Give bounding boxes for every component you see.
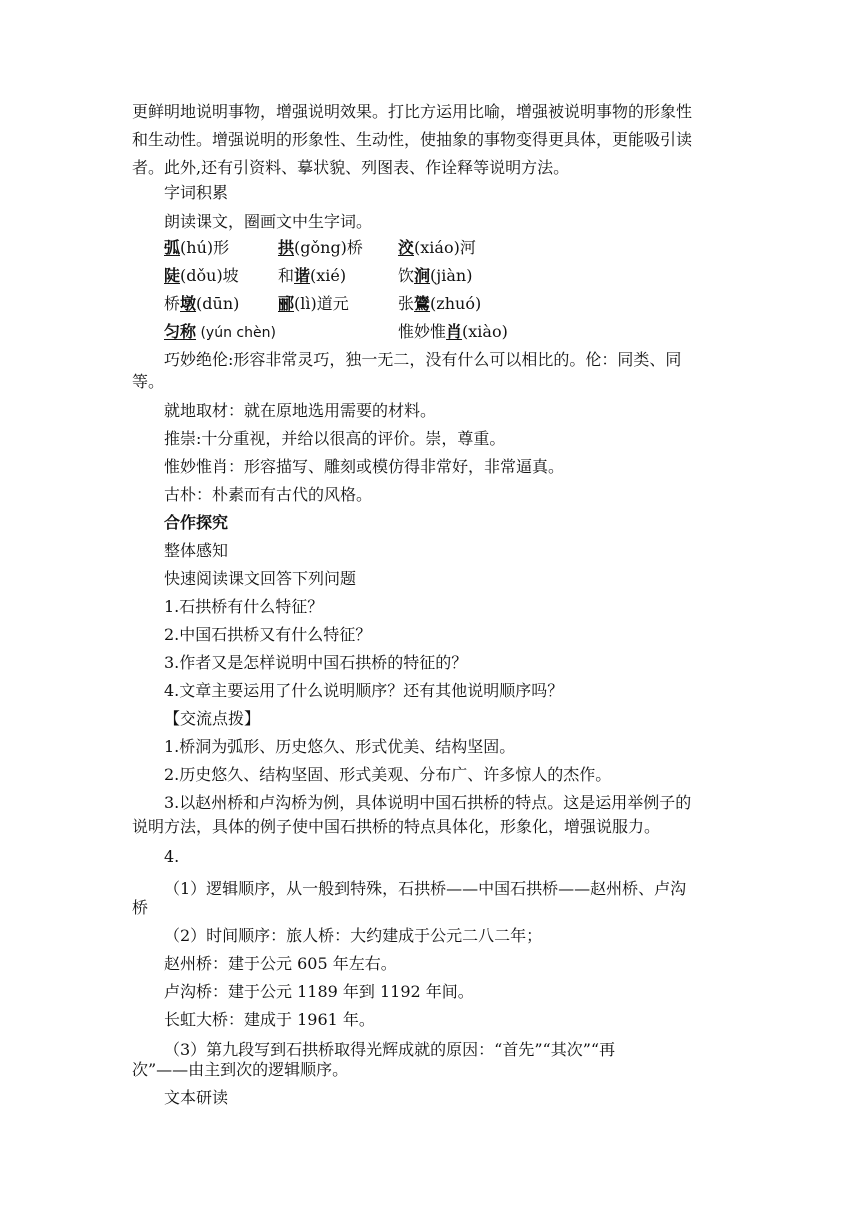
vocab-word: 陡(dǒu)坡: [164, 266, 239, 285]
vocab-word: 弧(hú)形: [164, 238, 230, 257]
answer: 3.以赵州桥和卢沟桥为例，具体说明中国石拱桥的特点。这是运用举例子的: [164, 793, 692, 812]
sub-heading: 整体感知: [164, 541, 229, 560]
answer: 次”——由主到次的逻辑顺序。: [132, 1060, 349, 1079]
answer: （1）逻辑顺序，从一般到特殊，石拱桥——中国石拱桥——赵州桥、卢沟: [164, 879, 687, 898]
question: 4.文章主要运用了什么说明顺序？还有其他说明顺序吗？: [164, 681, 564, 700]
task-text: 快速阅读课文回答下列问题: [164, 569, 357, 588]
answer: 1.桥洞为弧形、历史悠久、形式优美、结构坚固。: [164, 737, 516, 756]
definition: 巧妙绝伦:形容非常灵巧，独一无二，没有什么可以相比的。伦：同类、同: [164, 350, 682, 369]
question: 2.中国石拱桥又有什么特征？: [164, 625, 372, 644]
definition: 古朴：朴素而有古代的风格。: [164, 485, 373, 504]
vocab-word: 桥墩(dūn): [164, 294, 240, 313]
question: 3.作者又是怎样说明中国石拱桥的特征的？: [164, 653, 468, 672]
answer: 说明方法，具体的例子使中国石拱桥的特点具体化，形象化，增强说服力。: [132, 817, 661, 836]
vocab-heading: 字词积累: [164, 183, 229, 202]
definition: 惟妙惟肖：形容描写、雕刻或模仿得非常好，非常逼真。: [164, 457, 565, 476]
vocab-word: 郦(lì)道元: [278, 294, 349, 313]
vocab-instruction: 朗读课文，圈画文中生字词。: [164, 212, 373, 231]
answer: 桥: [132, 898, 149, 917]
vocab-word: 和谐(xié): [278, 266, 347, 285]
intro-line-1: 更鲜明地说明事物，增强说明效果。打比方运用比喻，增强被说明事物的形象性: [132, 102, 693, 121]
definition: 等。: [132, 372, 165, 391]
vocab-word: 惟妙惟肖(xiào): [398, 322, 508, 341]
answer: 长虹大桥：建成于 1961 年。: [164, 1010, 375, 1029]
vocab-word: 张鷟(zhuó): [398, 294, 482, 313]
answer: （2）时间顺序：旅人桥：大约建成于公元二八二年；: [164, 926, 543, 945]
question: 1.石拱桥有什么特征？: [164, 597, 324, 616]
answer: 卢沟桥：建于公元 1189 年到 1192 年间。: [164, 982, 474, 1001]
vocab-word: 匀称 (yún chèn): [164, 322, 276, 341]
definition: 推崇:十分重视，并给以很高的评价。崇，尊重。: [164, 429, 506, 448]
answers-heading: 【交流点拨】: [164, 709, 261, 728]
intro-line-3: 者。此外,还有引资料、摹状貌、列图表、作诠释等说明方法。: [132, 158, 570, 177]
vocab-word: 拱(gǒng)桥: [278, 238, 363, 257]
definition: 就地取材：就在原地选用需要的材料。: [164, 401, 437, 420]
answer: 4.: [164, 847, 180, 866]
vocab-word: 饮涧(jiàn): [398, 266, 473, 285]
answer: 赵州桥：建于公元 605 年左右。: [164, 954, 397, 973]
intro-line-2: 和生动性。增强说明的形象性、生动性，使抽象的事物变得更具体，更能吸引读: [132, 130, 693, 149]
next-section-heading: 文本研读: [164, 1088, 229, 1107]
answer: 2.历史悠久、结构坚固、形式美观、分布广、许多惊人的杰作。: [164, 765, 612, 784]
vocab-word: 洨(xiáo)河: [398, 238, 476, 257]
section-heading: 合作探究: [164, 513, 229, 532]
answer: （3）第九段写到石拱桥取得光辉成就的原因：“首先”“其次”“再: [164, 1040, 616, 1059]
